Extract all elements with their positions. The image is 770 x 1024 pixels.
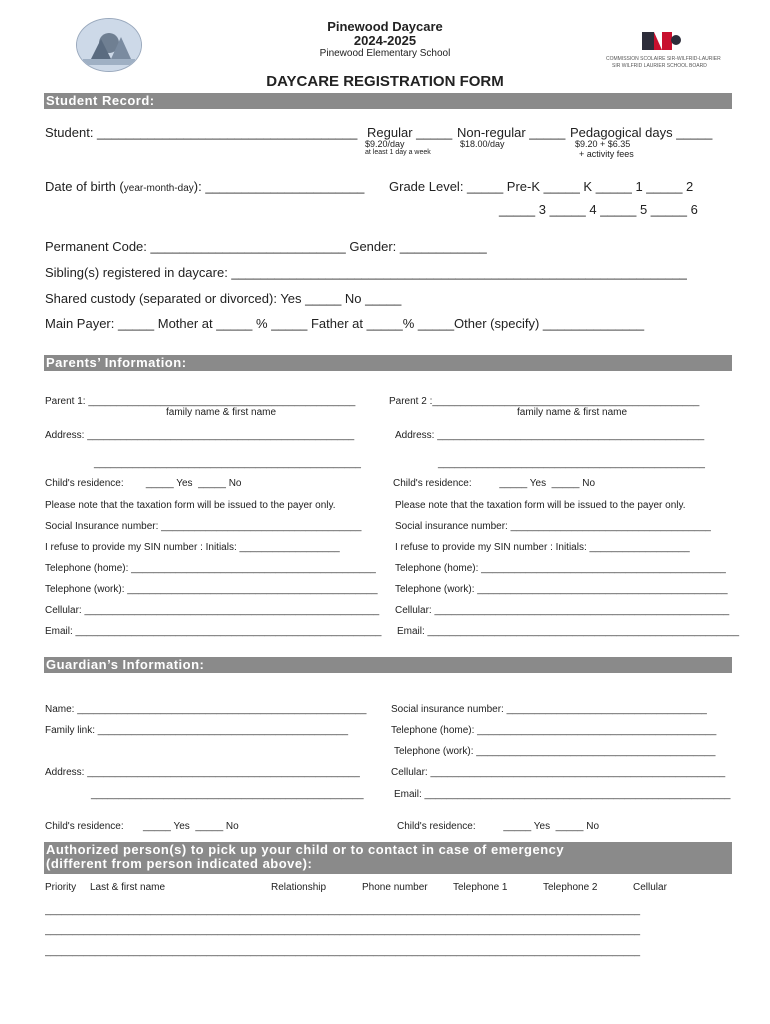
regular-option[interactable]: Regular _____ <box>367 125 453 140</box>
pedagogical-days-option[interactable]: Pedagogical days _____ <box>570 125 713 140</box>
col-telephone-2: Telephone 2 <box>543 882 598 893</box>
parent2-name-field[interactable]: Parent 2 :________________________________________________ <box>389 396 700 407</box>
parent1-tel-work-field[interactable]: Telephone (work): _____________________________________________ <box>45 584 378 595</box>
guardian-address-line2[interactable]: _________________________________________________ <box>91 789 364 800</box>
section-authorized-persons <box>44 842 732 874</box>
col-priority: Priority <box>45 882 77 893</box>
board-name-en: SIR WILFRID LAURIER SCHOOL BOARD <box>612 63 707 69</box>
grade-level-row2[interactable]: _____ 3 _____ 4 _____ 5 _____ 6 <box>499 202 698 217</box>
parent2-tel-work-field[interactable]: Telephone (work): _____________________________________________ <box>395 584 728 595</box>
col-cellular: Cellular <box>633 882 667 893</box>
guardian-tel-work-field[interactable]: Telephone (work): ___________________________________________ <box>394 746 716 757</box>
parent1-address-field[interactable]: Address: ________________________________________________ <box>45 430 355 441</box>
parent1-tax-note: Please note that the taxation form will be issued to the payer only. <box>45 500 336 511</box>
non-regular-option[interactable]: Non-regular _____ <box>457 125 566 140</box>
pedagogical-price: $9.20 + $6.35 <box>575 139 631 149</box>
grade-level-row1[interactable]: Grade Level: _____ Pre-K _____ K _____ 1 _____ 2 <box>389 179 694 194</box>
permanent-code-gender-field[interactable]: Permanent Code: ___________________________ Gender: ____________ <box>45 239 487 254</box>
parent1-refuse-sin-field[interactable]: I refuse to provide my SIN number : Initials: __________________ <box>45 542 340 553</box>
parent1-name-hint: family name & first name <box>166 407 277 418</box>
authorized-row-2[interactable]: ___________________________________________________________________________________________________________ <box>45 925 641 936</box>
guardian-email-field[interactable]: Email: _______________________________________________________ <box>394 789 731 800</box>
dob-format-hint: year-month-day <box>123 183 194 194</box>
parent1-cellular-field[interactable]: Cellular: _____________________________________________________ <box>45 605 380 616</box>
parent1-email-field[interactable]: Email: _______________________________________________________ <box>45 626 382 637</box>
school-year: 2024-2025 <box>353 33 417 48</box>
section-parents-information: Parents’ Information: <box>44 355 732 371</box>
guardian-residence-field[interactable]: Child's residence: _____ Yes _____ No <box>45 821 239 832</box>
main-payer-field[interactable]: Main Payer: _____ Mother at _____ % _____ Father at _____% _____Other (specify) ______________ <box>45 316 645 331</box>
parent1-address-line2[interactable]: ________________________________________________ <box>94 458 361 469</box>
col-telephone-1: Telephone 1 <box>453 882 508 893</box>
parent2-email-field[interactable]: Email: ________________________________________________________ <box>397 626 740 637</box>
student-name-field[interactable]: Student: ____________________________________ <box>45 125 358 140</box>
date-of-birth-field[interactable] <box>45 179 364 194</box>
parent2-cellular-field[interactable]: Cellular: _____________________________________________________ <box>395 605 730 616</box>
parent1-tel-home-field[interactable]: Telephone (home): ____________________________________________ <box>45 563 376 574</box>
parent2-residence-field[interactable]: Child's residence: _____ Yes _____ No <box>393 478 596 489</box>
guardian-cellular-field[interactable]: Cellular: _____________________________________________________ <box>391 767 726 778</box>
guardian-name-field[interactable]: Name: ____________________________________________________ <box>45 704 367 715</box>
school-name: Pinewood Elementary School <box>319 48 451 59</box>
parent1-name-field[interactable]: Parent 1: ________________________________________________ <box>45 396 356 407</box>
regular-note: at least 1 day a week <box>365 149 431 156</box>
parent2-sin-field[interactable]: Social insurance number: ____________________________________ <box>395 521 711 532</box>
guardian-sin-field[interactable]: Social insurance number: ____________________________________ <box>391 704 707 715</box>
guardian-family-link-field[interactable]: Family link: _____________________________________________ <box>45 725 349 736</box>
pedagogical-note: + activity fees <box>579 149 634 159</box>
daycare-name: Pinewood Daycare <box>327 19 443 34</box>
board-name-fr: COMMISSION SCOLAIRE SIR-WILFRID-LAURIER <box>606 56 721 62</box>
parent2-tax-note: Please note that the taxation form will be issued to the payer only. <box>395 500 686 511</box>
col-phone-number: Phone number <box>362 882 428 893</box>
authorized-row-3[interactable]: ___________________________________________________________________________________________________________ <box>45 946 641 957</box>
parent2-address-line2[interactable]: ________________________________________________ <box>438 458 705 469</box>
authorized-row-1[interactable]: ___________________________________________________________________________________________________________ <box>45 905 641 916</box>
form-title: DAYCARE REGISTRATION FORM <box>266 73 504 90</box>
section-student-record: Student Record: <box>44 93 732 109</box>
authorized-title-line2: (different from person indicated above): <box>46 856 313 871</box>
dob-line: ): ______________________ <box>193 179 365 194</box>
parent2-address-field[interactable]: Address: ________________________________________________ <box>395 430 705 441</box>
guardian-tel-home-field[interactable]: Telephone (home): ___________________________________________ <box>391 725 717 736</box>
sibling-field[interactable]: Sibling(s) registered in daycare: _______________________________________________________________ <box>45 265 687 280</box>
authorized-title-line1: Authorized person(s) to pick up your child or to contact in case of emergency <box>46 842 565 857</box>
dob-label: Date of birth ( <box>45 179 124 194</box>
guardian-residence-right-field[interactable]: Child's residence: _____ Yes _____ No <box>397 821 600 832</box>
guardian-address-field[interactable]: Address: _________________________________________________ <box>45 767 360 778</box>
shared-custody-field[interactable]: Shared custody (separated or divorced): Yes _____ No _____ <box>45 291 402 306</box>
col-name: Last & first name <box>90 882 166 893</box>
parent1-residence-field[interactable]: Child's residence: _____ Yes _____ No <box>45 478 242 489</box>
parent2-name-hint: family name & first name <box>517 407 628 418</box>
non-regular-price: $18.00/day <box>460 139 505 149</box>
section-guardian-information: Guardian’s Information: <box>44 657 732 673</box>
col-relationship: Relationship <box>271 882 327 893</box>
parent2-tel-home-field[interactable]: Telephone (home): ____________________________________________ <box>395 563 726 574</box>
parent2-refuse-sin-field[interactable]: I refuse to provide my SIN number : Initials: __________________ <box>395 542 690 553</box>
regular-price: $9.20/day <box>365 139 405 149</box>
parent1-sin-field[interactable]: Social Insurance number: ____________________________________ <box>45 521 362 532</box>
